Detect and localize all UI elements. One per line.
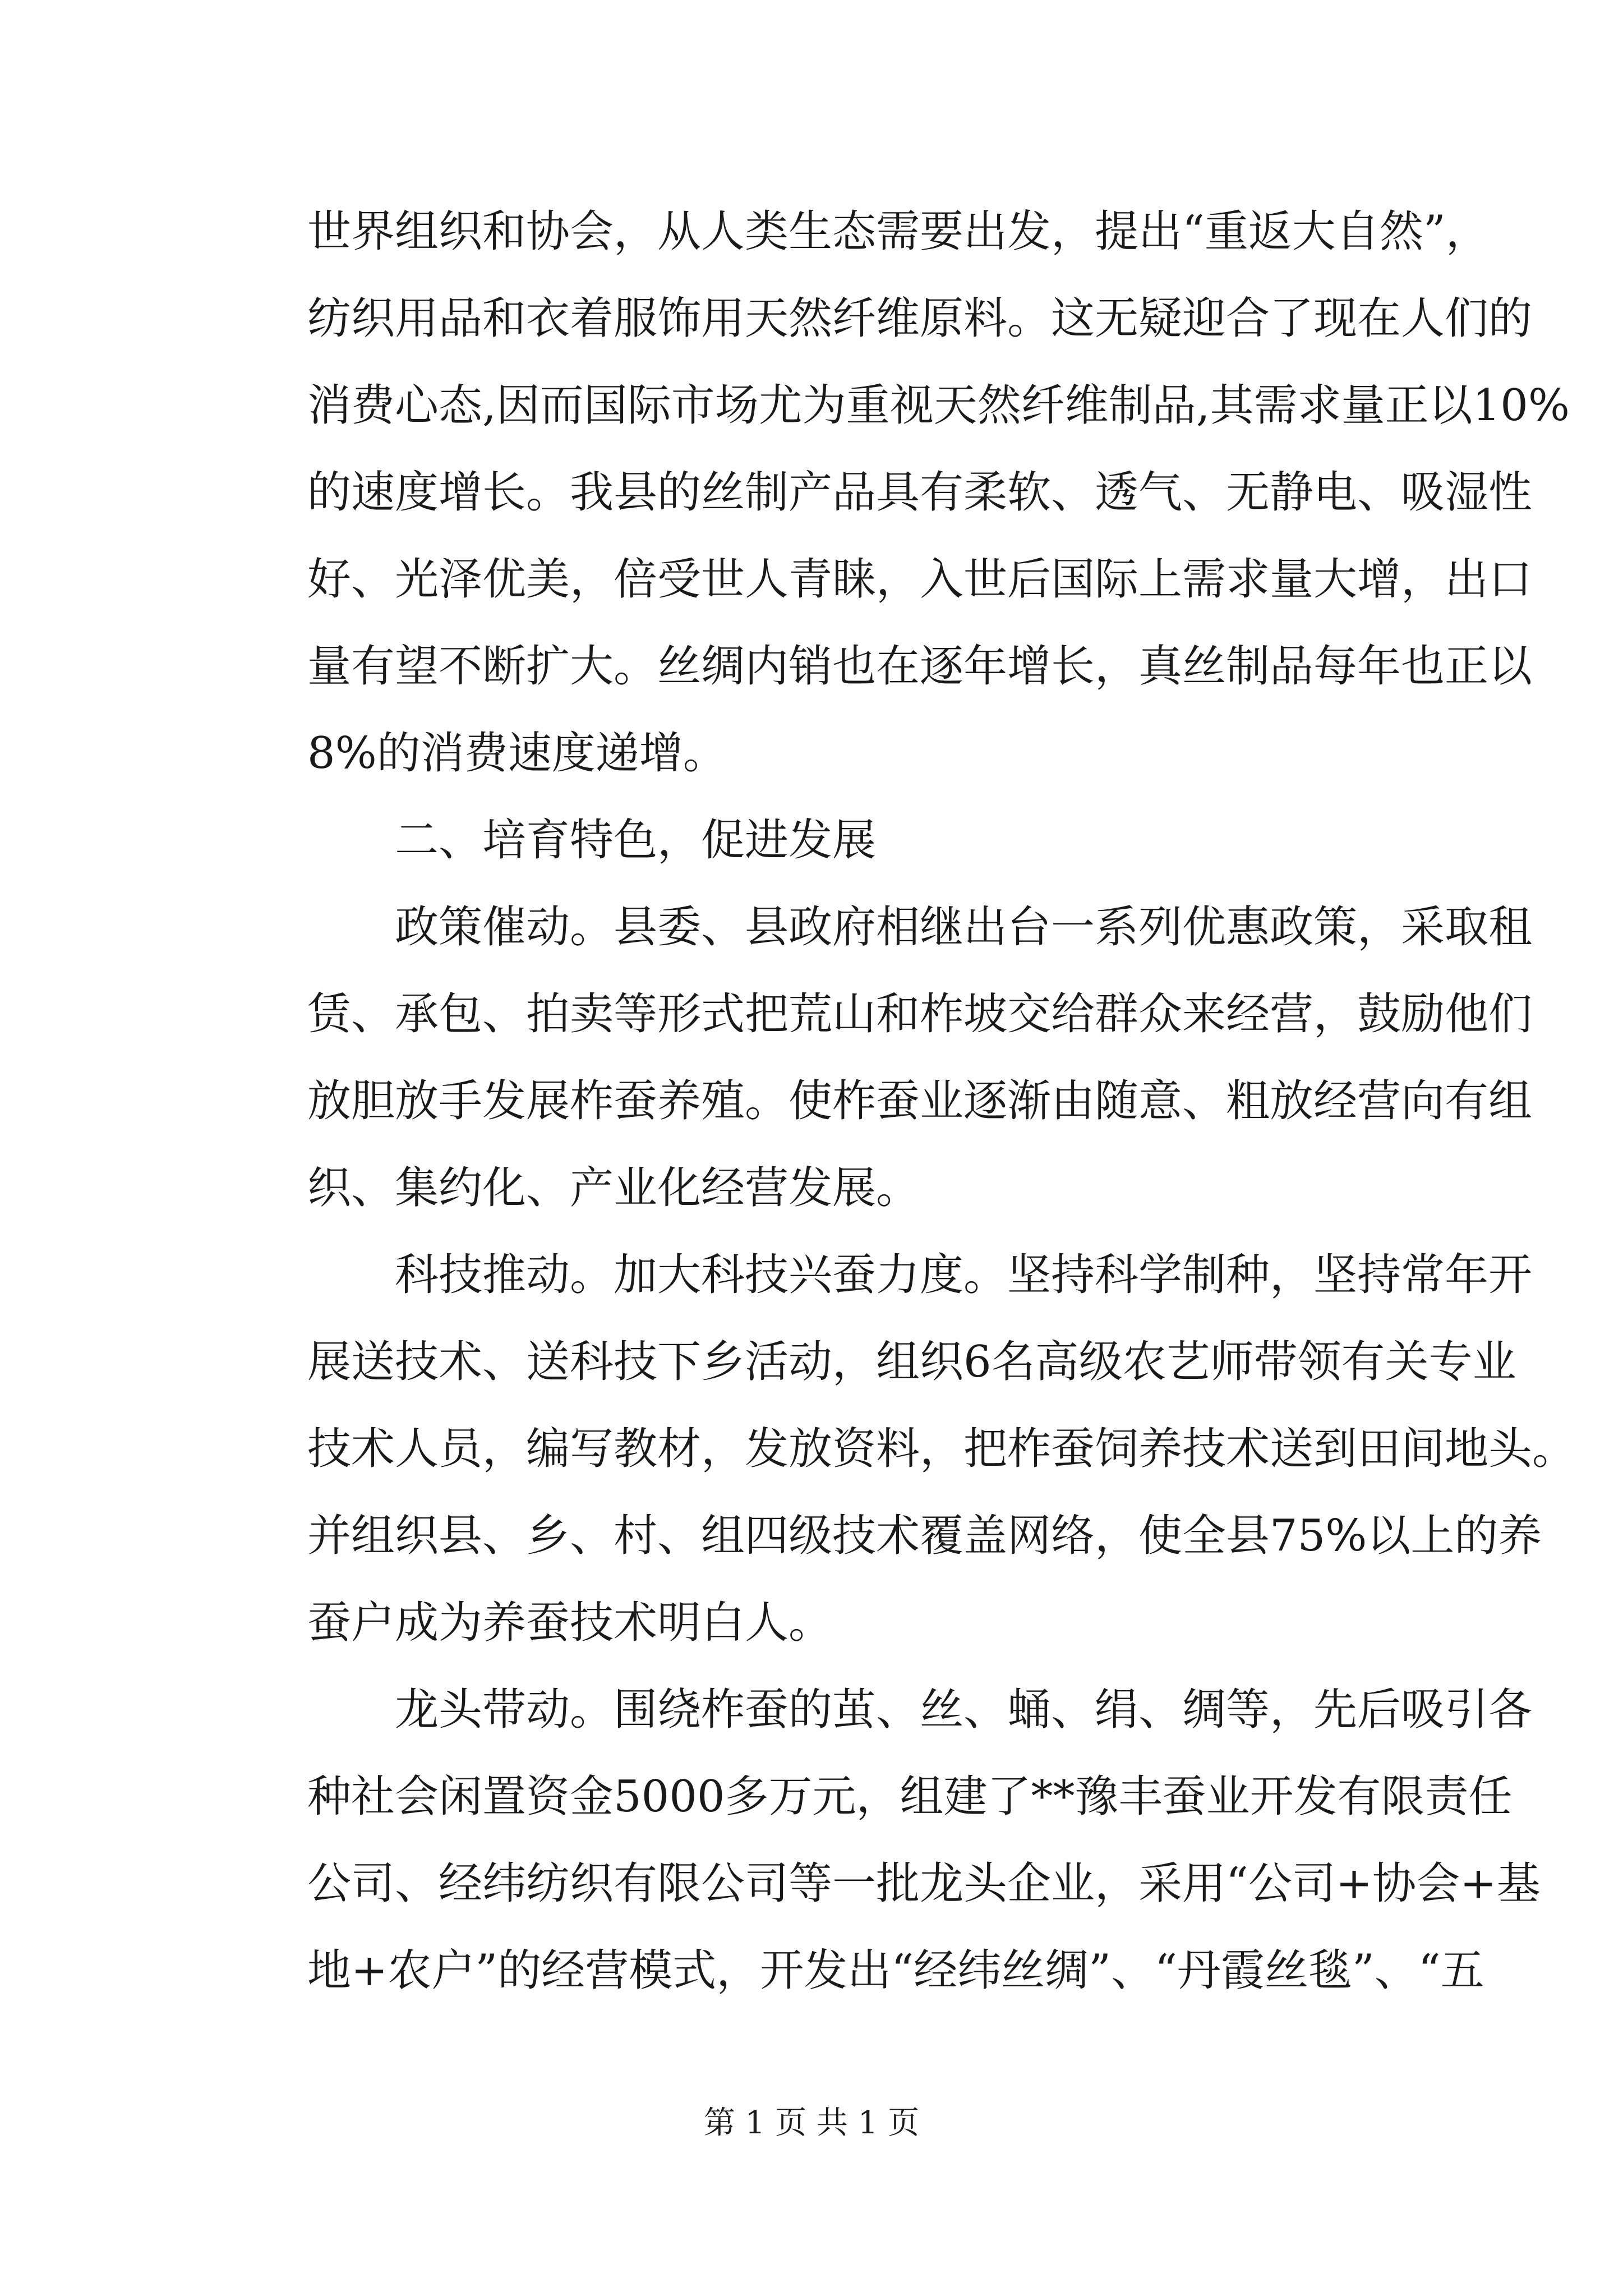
- text-line: 蚕户成为养蚕技术明白人。: [307, 1598, 833, 1648]
- text-line: 并组织县、乡、村、组四级技术覆盖网络，使全县75%以上的养: [307, 1511, 1542, 1561]
- text-line: 赁、承包、拍卖等形式把荒山和柞坡交给群众来经营，鼓励他们: [307, 989, 1533, 1039]
- text-line: 世界组织和协会，从人类生态需要出发，提出“重返大自然”，: [307, 206, 1490, 257]
- text-line: 地+农户”的经营模式，开发出“经纬丝绸”、“丹霞丝毯”、“五: [307, 1945, 1484, 1996]
- text-line: 量有望不断扩大。丝绸内销也在逐年增长，真丝制品每年也正以: [307, 641, 1533, 692]
- text-line: 公司、经纬纺织有限公司等一批龙头企业，采用“公司+协会+基: [307, 1858, 1541, 1909]
- text-line: 织、集约化、产业化经营发展。: [307, 1163, 920, 1213]
- text-line: 的速度增长。我县的丝制产品具有柔软、透气、无静电、吸湿性: [307, 467, 1533, 518]
- text-line: 技术人员，编写教材，发放资料，把柞蚕饲养技术送到田间地头。: [307, 1424, 1576, 1474]
- text-line: 龙头带动。围绕柞蚕的茧、丝、蛹、绢、绸等，先后吸引各: [395, 1685, 1533, 1735]
- text-line: 政策催动。县委、县政府相继出台一系列优惠政策，采取租: [395, 902, 1533, 953]
- text-line: 消费心态,因而国际市场尤为重视天然纤维制品,其需求量正以10%: [307, 380, 1570, 431]
- text-line: 展送技术、送科技下乡活动，组织6名高级农艺师带领有关专业: [307, 1337, 1516, 1387]
- text-line: 好、光泽优美，倍受世人青睐，入世后国际上需求量大增，出口: [307, 554, 1533, 605]
- text-line: 放胆放手发展柞蚕养殖。使柞蚕业逐渐由随意、粗放经营向有组: [307, 1076, 1533, 1126]
- section-heading: 二、培育特色，促进发展: [395, 815, 877, 866]
- page-number-footer: 第 1 页 共 1 页: [703, 2105, 920, 2141]
- text-line: 种社会闲置资金5000多万元，组建了**豫丰蚕业开发有限责任: [307, 1772, 1513, 1822]
- text-line: 8%的消费速度递增。: [307, 728, 727, 779]
- text-line: 科技推动。加大科技兴蚕力度。坚持科学制种，坚持常年开: [395, 1250, 1533, 1300]
- text-line: 纺织用品和衣着服饰用天然纤维原料。这无疑迎合了现在人们的: [307, 293, 1533, 344]
